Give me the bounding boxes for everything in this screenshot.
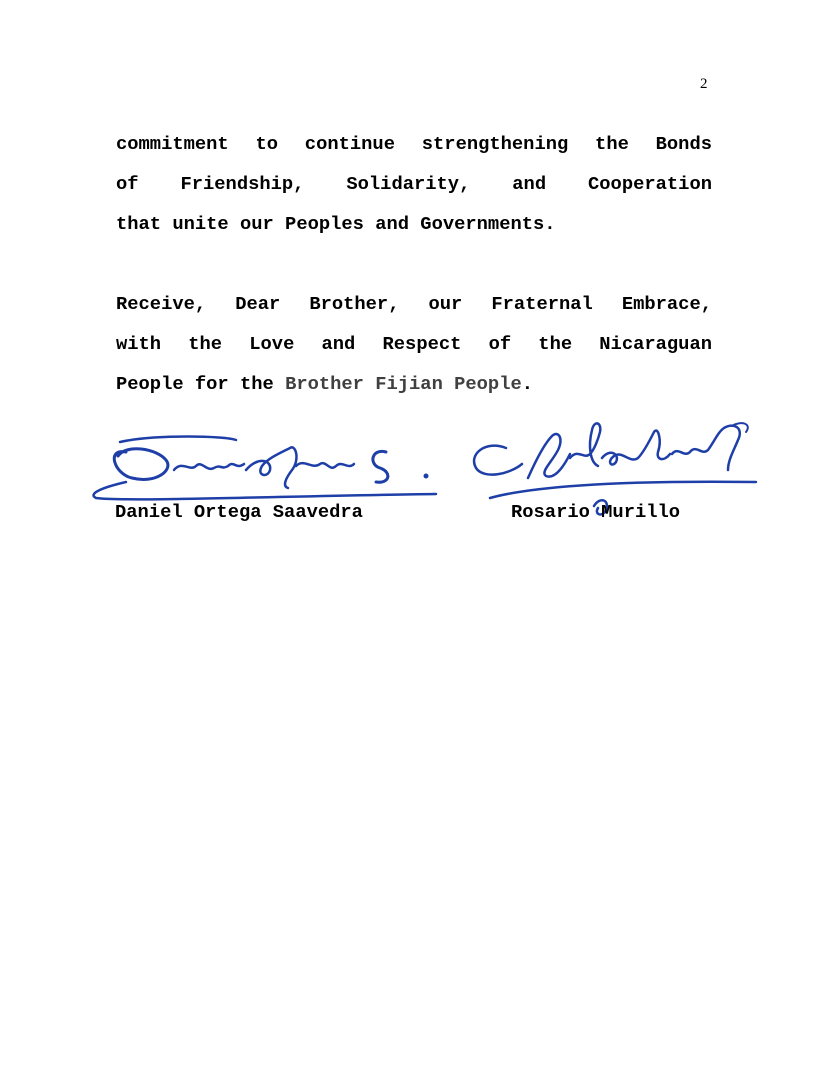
paragraph-line [116,364,712,404]
paragraph-line: that unite our Peoples and Governments. [116,213,556,235]
paragraph-line: with the Love and Respect of the Nicaraguan [116,333,712,355]
paragraph-line: of Friendship, Solidarity, and Cooperation [116,173,712,195]
page-number: 2 [700,76,708,92]
signature-daniel-ortega [86,430,442,508]
signer-name: Rosario Murillo [511,501,681,523]
closing-paragraph-embrace [116,284,712,404]
paragraph-line: Receive, Dear Brother, our Fraternal Embrace, [116,293,712,315]
paragraph-line-prefix: People for the [116,373,286,395]
closing-paragraph-commitment [116,124,712,244]
highlighted-phrase: Brother Fijian People [285,373,522,395]
signer-name: Daniel Ortega Saavedra [115,501,363,523]
paragraph-line-suffix: . [521,373,534,395]
paragraph-line: commitment to continue strengthening the Bonds [116,133,712,155]
